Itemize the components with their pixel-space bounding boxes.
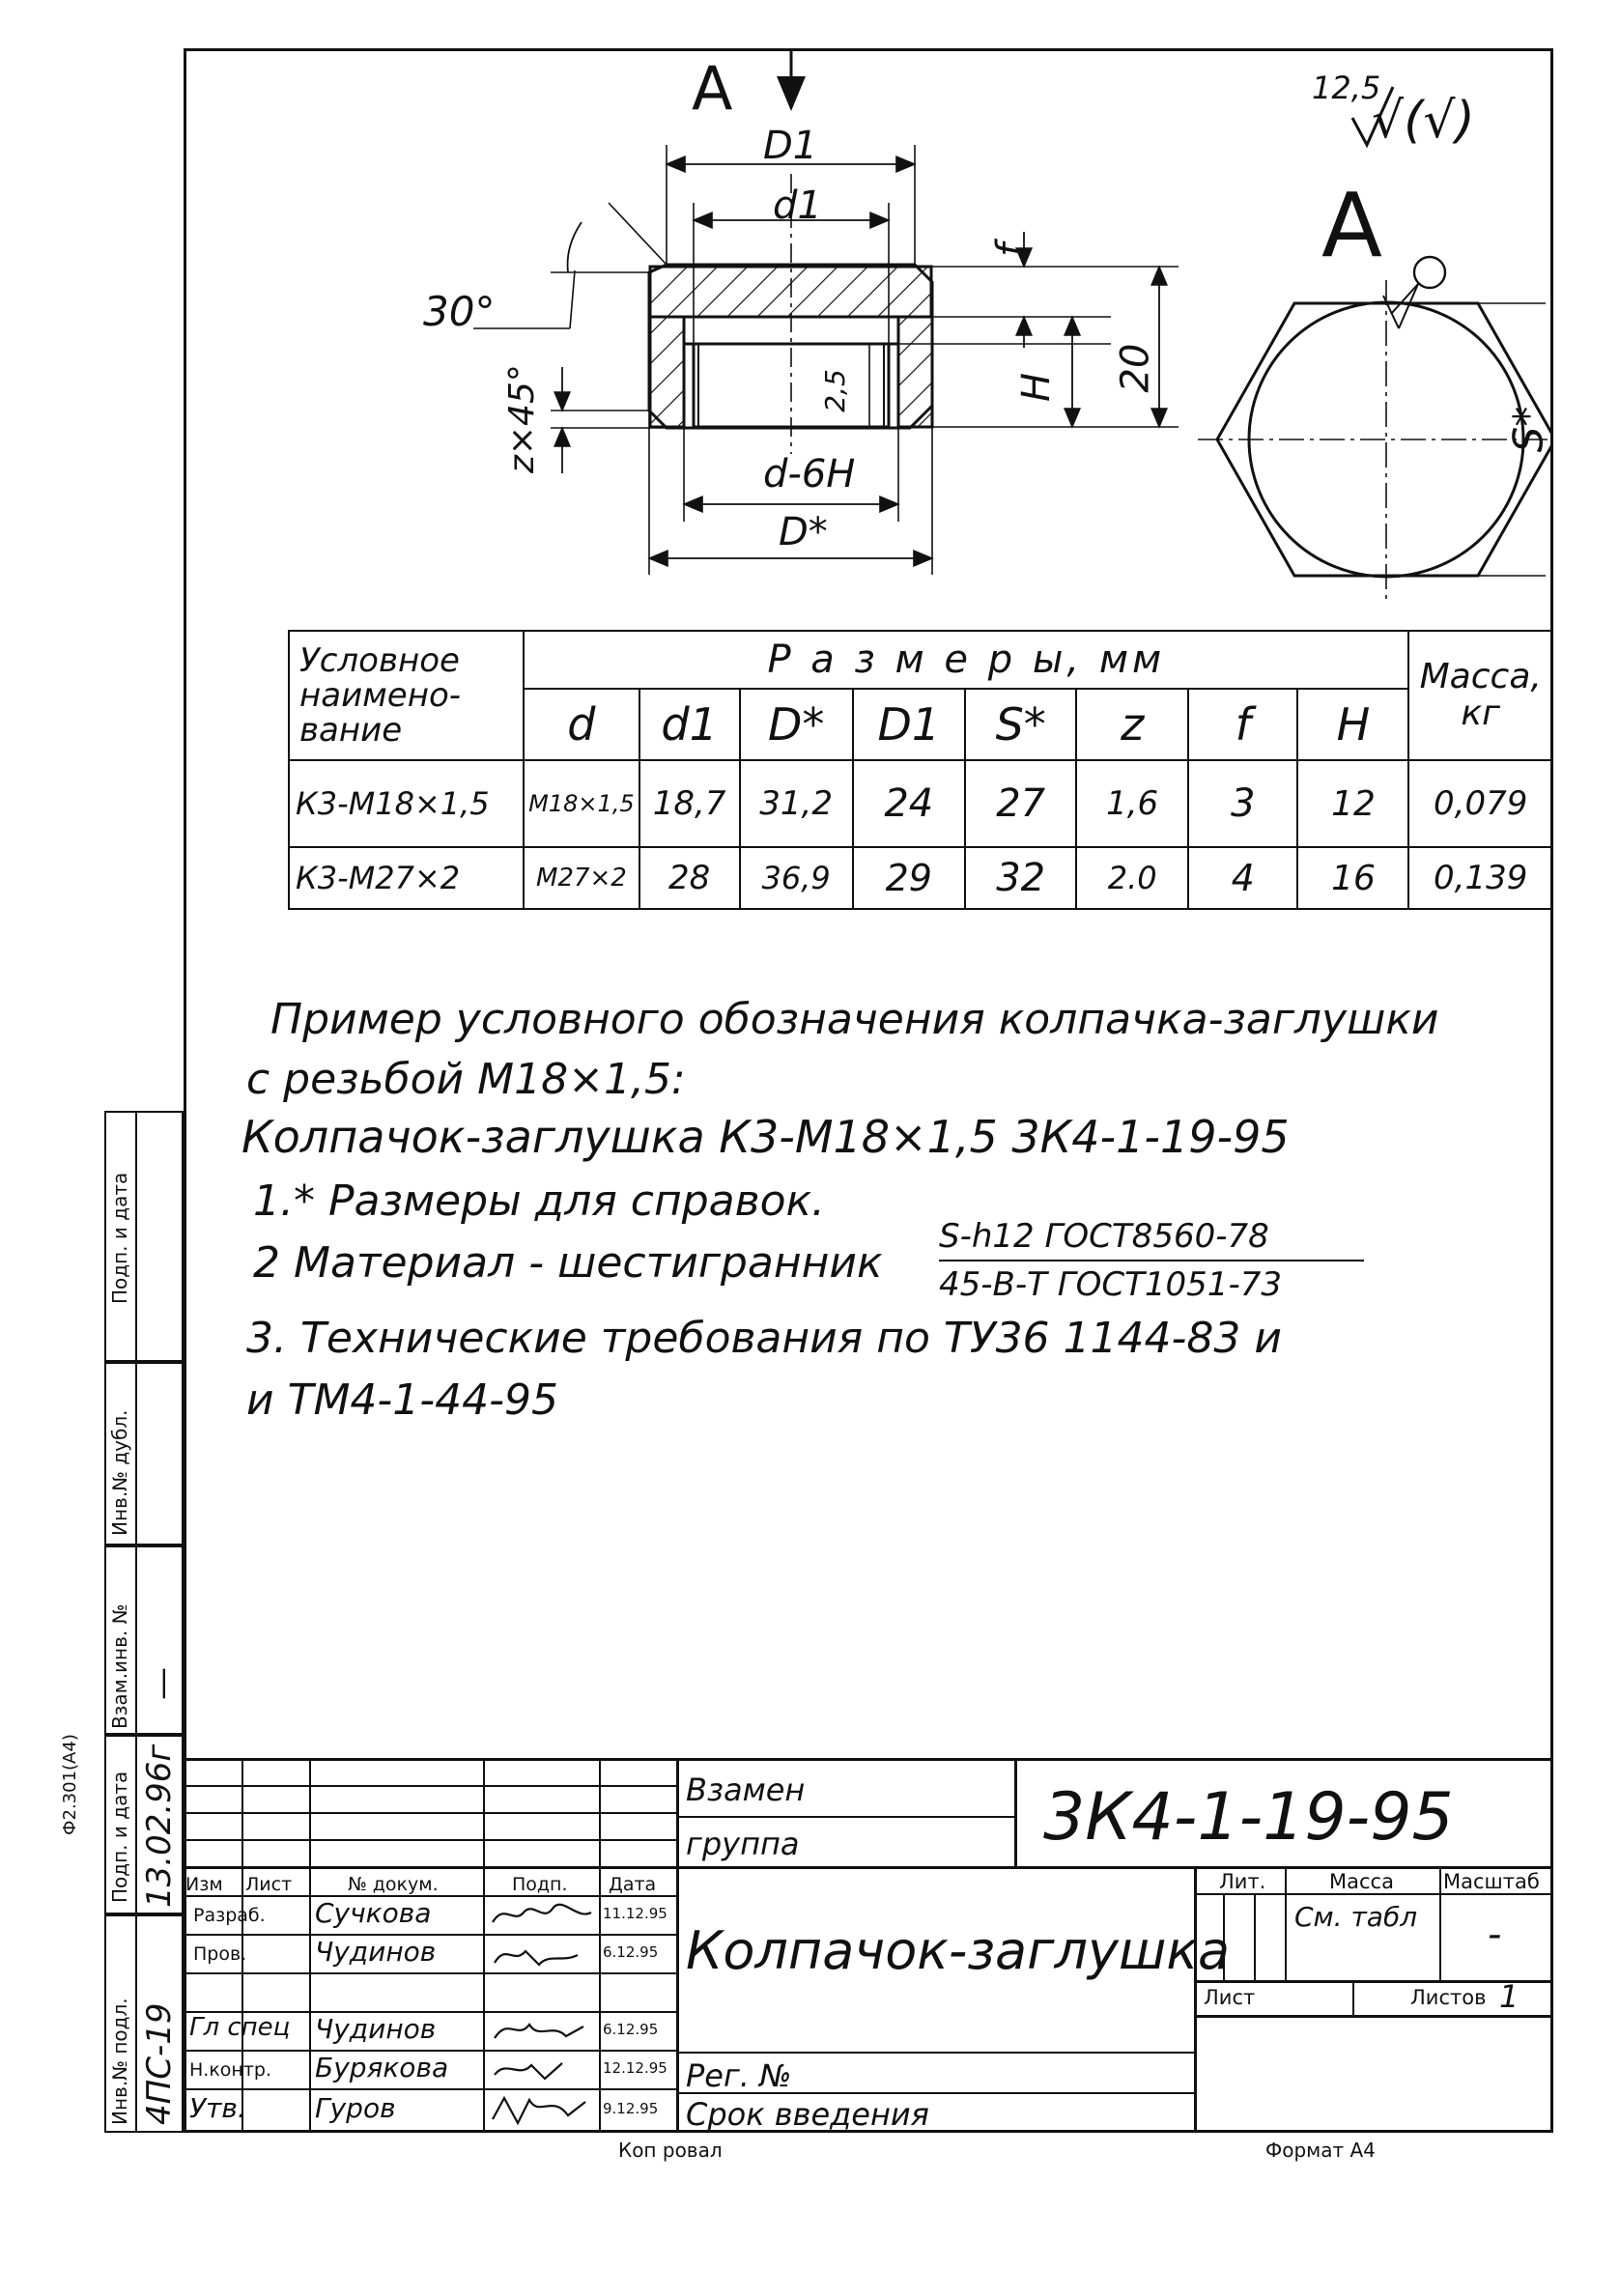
date-n-kontr: 12.12.95 bbox=[603, 2059, 667, 2077]
designation-example: Колпачок-заглушка К3-М18×1,5 3К4-1-19-95 bbox=[241, 1111, 1290, 1163]
roughness-note: √(√) bbox=[1372, 92, 1475, 150]
dim-D1: D1 bbox=[763, 124, 818, 168]
lit-label: Лит. bbox=[1219, 1870, 1266, 1893]
signatures-icon bbox=[485, 1895, 599, 2133]
technical-drawing bbox=[184, 48, 1553, 628]
cell-H: 16 bbox=[1297, 847, 1408, 909]
cell-z: 2.0 bbox=[1076, 847, 1188, 909]
dim-d1: d1 bbox=[773, 184, 822, 228]
cell-f: 3 bbox=[1188, 760, 1298, 847]
podp-data-2-label: Подп. и дата bbox=[108, 1172, 131, 1304]
intro-label: Срок введения bbox=[686, 2096, 929, 2133]
col-header-d: d bbox=[524, 689, 639, 760]
sheets-value: 1 bbox=[1499, 1978, 1520, 2015]
mass-header: Масса, кг bbox=[1408, 631, 1552, 760]
inv-podl-label: Инв.№ подл. bbox=[108, 1998, 131, 2125]
scale-label: Масштаб bbox=[1443, 1870, 1540, 1893]
name-utv: Гуров bbox=[315, 2092, 396, 2124]
cell-z: 1,6 bbox=[1076, 760, 1188, 847]
hexagon-view bbox=[1198, 257, 1553, 599]
table-row bbox=[289, 847, 1552, 909]
name-razrab: Сучкова bbox=[315, 1897, 432, 1929]
dim-20: 20 bbox=[1113, 343, 1158, 393]
sizes-header: Р а з м е р ы, мм bbox=[524, 631, 1408, 689]
replaces-label: Взамен bbox=[686, 1772, 806, 1808]
scale-value: - bbox=[1488, 1913, 1502, 1957]
cell-mass: 0,079 bbox=[1408, 760, 1552, 847]
cell-d1: 28 bbox=[639, 847, 740, 909]
note-2-prefix: 2 Материал - шестигранник bbox=[253, 1238, 883, 1288]
name-gl-spec: Чудинов bbox=[315, 2013, 437, 2045]
dim-S-star: S* bbox=[1504, 406, 1552, 453]
name-prov: Чудинов bbox=[315, 1936, 437, 1968]
dim-d-6H: d-6H bbox=[763, 452, 856, 496]
col-header-Dstar: D* bbox=[740, 689, 853, 760]
table-row bbox=[289, 760, 1552, 847]
note-3-line-1: 3. Технические требования по ТУ36 1144-83 и bbox=[246, 1314, 1282, 1363]
col-header-d1: d1 bbox=[639, 689, 740, 760]
cell-Dstar: 31,2 bbox=[740, 760, 853, 847]
date-gl-spec: 6.12.95 bbox=[603, 2021, 659, 2038]
dim-H: H bbox=[1014, 372, 1060, 403]
roughness-value: 12,5 bbox=[1312, 70, 1381, 106]
material-fraction bbox=[939, 1217, 1364, 1304]
date-razrab: 11.12.95 bbox=[603, 1905, 667, 1922]
col-name-header: Условное наимено-вание bbox=[289, 631, 524, 760]
form-code: Ф2.301(А4) bbox=[60, 1734, 80, 1835]
copied-label: Коп ровал bbox=[618, 2139, 723, 2162]
col-header-H: H bbox=[1297, 689, 1408, 760]
example-line-2: с резьбой М18×1,5: bbox=[246, 1055, 686, 1104]
row-name: К3-М27×2 bbox=[289, 847, 524, 909]
reg-label: Рег. № bbox=[686, 2057, 792, 2094]
group-label: группа bbox=[686, 1826, 800, 1862]
cell-f: 4 bbox=[1188, 847, 1298, 909]
date-prov: 6.12.95 bbox=[603, 1943, 659, 1961]
inv-dubl-label: Инв.№ дубл. bbox=[108, 1409, 131, 1536]
mass-value: См. табл bbox=[1294, 1901, 1418, 1933]
format-label: Формат А4 bbox=[1265, 2139, 1376, 2162]
product-name: Колпачок-заглушка bbox=[686, 1920, 1231, 1981]
note-1: 1.* Размеры для справок. bbox=[253, 1176, 826, 1226]
cell-mass: 0,139 bbox=[1408, 847, 1552, 909]
vzam-label: Взам.инв. № bbox=[108, 1603, 131, 1729]
sheet-label: Лист bbox=[1204, 1986, 1256, 2009]
role-gl-spec: Гл спец bbox=[189, 2013, 291, 2042]
dim-angle: 30° bbox=[423, 288, 496, 335]
col-header-z: z bbox=[1076, 689, 1188, 760]
hdr-date: Дата bbox=[609, 1874, 657, 1895]
hdr-doc: № докум. bbox=[348, 1874, 439, 1895]
dim-z45: z×45° bbox=[502, 364, 542, 473]
role-utv: Утв. bbox=[189, 2092, 246, 2124]
dimensions-table bbox=[288, 630, 1553, 910]
view-label-right: A bbox=[1321, 174, 1382, 277]
example-line-1: Пример условного обозначения колпачка-заглушки bbox=[270, 995, 1439, 1044]
hdr-izm: Изм bbox=[185, 1874, 223, 1895]
view-label-top: A bbox=[692, 53, 733, 124]
role-n-kontr: Н.контр. bbox=[189, 2059, 272, 2081]
material-numerator: S-h12 ГОСТ8560-78 bbox=[939, 1217, 1364, 1261]
cell-d1: 18,7 bbox=[639, 760, 740, 847]
row-name: К3-М18×1,5 bbox=[289, 760, 524, 847]
cell-D1: 24 bbox=[853, 760, 965, 847]
cell-D1: 29 bbox=[853, 847, 965, 909]
mass-label: Масса bbox=[1329, 1870, 1394, 1893]
role-prov: Пров. bbox=[193, 1943, 247, 1965]
col-header-D1: D1 bbox=[853, 689, 965, 760]
dim-f: f bbox=[989, 242, 1035, 258]
cell-Sstar: 32 bbox=[965, 847, 1076, 909]
podp-data-value: 13.02.96г bbox=[140, 1743, 179, 1908]
hdr-list: Лист bbox=[245, 1874, 293, 1895]
cell-Sstar: 27 bbox=[965, 760, 1076, 847]
cell-d: М18×1,5 bbox=[524, 760, 639, 847]
doc-number: 3К4-1-19-95 bbox=[1043, 1779, 1454, 1856]
role-razrab: Разраб. bbox=[193, 1905, 266, 1926]
material-denominator: 45-В-Т ГОСТ1051-73 bbox=[939, 1265, 1282, 1304]
name-n-kontr: Бурякова bbox=[315, 2052, 449, 2083]
sheets-label: Листов bbox=[1410, 1986, 1487, 2009]
hdr-sign: Подп. bbox=[512, 1874, 568, 1895]
note-3-line-2: и ТМ4-1-44-95 bbox=[246, 1375, 559, 1425]
cell-H: 12 bbox=[1297, 760, 1408, 847]
title-block bbox=[184, 1758, 1553, 2133]
dim-2-5: 2,5 bbox=[818, 369, 851, 412]
cell-d: М27×2 bbox=[524, 847, 639, 909]
podp-data-label: Подп. и дата bbox=[108, 1771, 131, 1903]
col-header-Sstar: S* bbox=[965, 689, 1076, 760]
col-header-f: f bbox=[1188, 689, 1298, 760]
cell-Dstar: 36,9 bbox=[740, 847, 853, 909]
date-utv: 9.12.95 bbox=[603, 2100, 659, 2117]
dim-D-star: D* bbox=[779, 510, 828, 554]
side-stamp-divider bbox=[135, 1111, 137, 2133]
vzam-value: — bbox=[143, 1667, 182, 1700]
inv-podl-value: 4ПС-19 bbox=[140, 2002, 179, 2125]
